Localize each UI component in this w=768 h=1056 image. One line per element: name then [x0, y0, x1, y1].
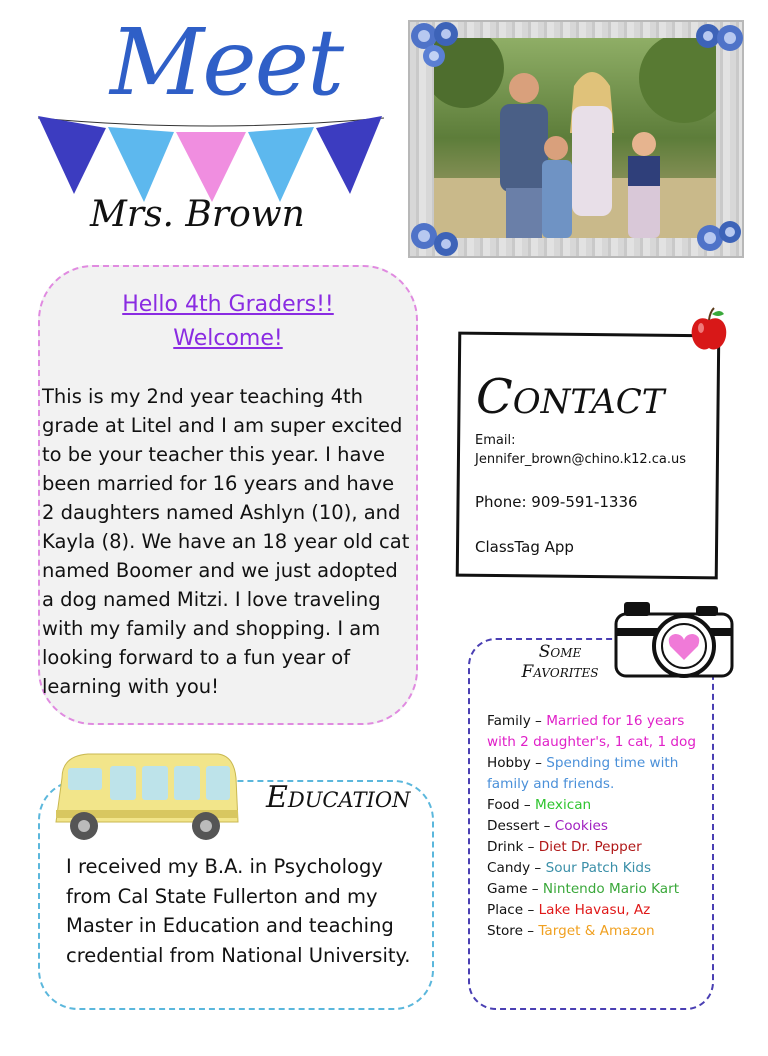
teacher-name: Mrs. Brown — [90, 194, 305, 235]
bunting-flag-5 — [316, 116, 382, 194]
favorite-label: Dessert – — [487, 818, 555, 834]
contact-email[interactable]: Jennifer_brown@chino.k12.ca.us — [475, 452, 687, 467]
rose-decoration-icon — [408, 20, 464, 70]
favorite-label: Game – — [487, 881, 543, 897]
education-title: Education — [266, 780, 411, 815]
rose-decoration-icon — [408, 212, 468, 262]
favorite-label: Food – — [487, 797, 536, 813]
rose-decoration-icon — [690, 210, 746, 260]
favorite-label: Family – — [487, 713, 547, 729]
favorite-label: Place – — [487, 902, 539, 918]
favorite-item-candy — [487, 858, 707, 879]
favorite-value: Spending time with family and friends. — [487, 755, 679, 792]
favorite-value: Target & Amazon — [538, 923, 655, 939]
favorite-value: Cookies — [554, 818, 608, 834]
favorites-title-line2: Favorites — [521, 662, 599, 682]
favorite-item-game — [487, 879, 707, 900]
favorite-label: Candy – — [487, 860, 546, 876]
favorite-item-family — [487, 711, 707, 753]
favorite-item-drink — [487, 837, 707, 858]
school-bus-icon — [48, 748, 243, 843]
favorites-title-line1: Some — [538, 642, 582, 662]
favorite-item-place — [487, 900, 707, 921]
camera-icon — [612, 592, 736, 684]
favorites-list — [487, 711, 707, 942]
favorite-value: Diet Dr. Pepper — [538, 839, 642, 855]
favorite-item-dessert — [487, 816, 707, 837]
contact-phone: Phone: 909-591-1336 — [475, 493, 638, 511]
welcome-body: This is my 2nd year teaching 4th grade at Litel and I am super excited to be your teacher this year. I have been married for 16 years and have 2 daughters named Ashlyn (10), and Kayla (8). We have an 18 year old cat named Boomer and we just adopted a dog named Mitzi. I love traveling with my family and shopping. I am looking forward to a fun year of learning with you! — [42, 385, 410, 698]
meet-heading: Meet — [110, 9, 343, 116]
rose-decoration-icon — [690, 20, 746, 70]
welcome-title-line2: Welcome! — [173, 326, 283, 351]
favorite-value: Nintendo Mario Kart — [542, 881, 680, 897]
education-body: I received my B.A. in Psychology from Cal State Fullerton and my Master in Education and teaching credential from National University. — [66, 855, 411, 967]
favorite-value: Married for 16 years with 2 daughter's, 1 cat, 1 dog — [487, 713, 696, 750]
favorite-item-hobby — [487, 753, 707, 795]
favorite-value: Lake Havasu, Az — [538, 902, 651, 918]
family-photo — [434, 38, 716, 238]
bunting-flag-1 — [38, 116, 106, 194]
welcome-title-line1: Hello 4th Graders!! — [122, 292, 334, 317]
contact-email-label: Email: — [475, 433, 516, 448]
favorite-item-store — [487, 921, 707, 942]
favorite-label: Hobby – — [487, 755, 547, 771]
apple-icon — [688, 306, 730, 354]
favorites-title — [500, 642, 620, 682]
favorite-value: Mexican — [535, 797, 592, 813]
contact-title: Contact — [476, 369, 665, 425]
favorite-value: Sour Patch Kids — [545, 860, 652, 876]
contact-app: ClassTag App — [475, 538, 574, 556]
favorite-label: Store – — [487, 923, 539, 939]
welcome-title — [40, 288, 416, 356]
favorite-item-food — [487, 795, 707, 816]
favorite-label: Drink – — [487, 839, 539, 855]
